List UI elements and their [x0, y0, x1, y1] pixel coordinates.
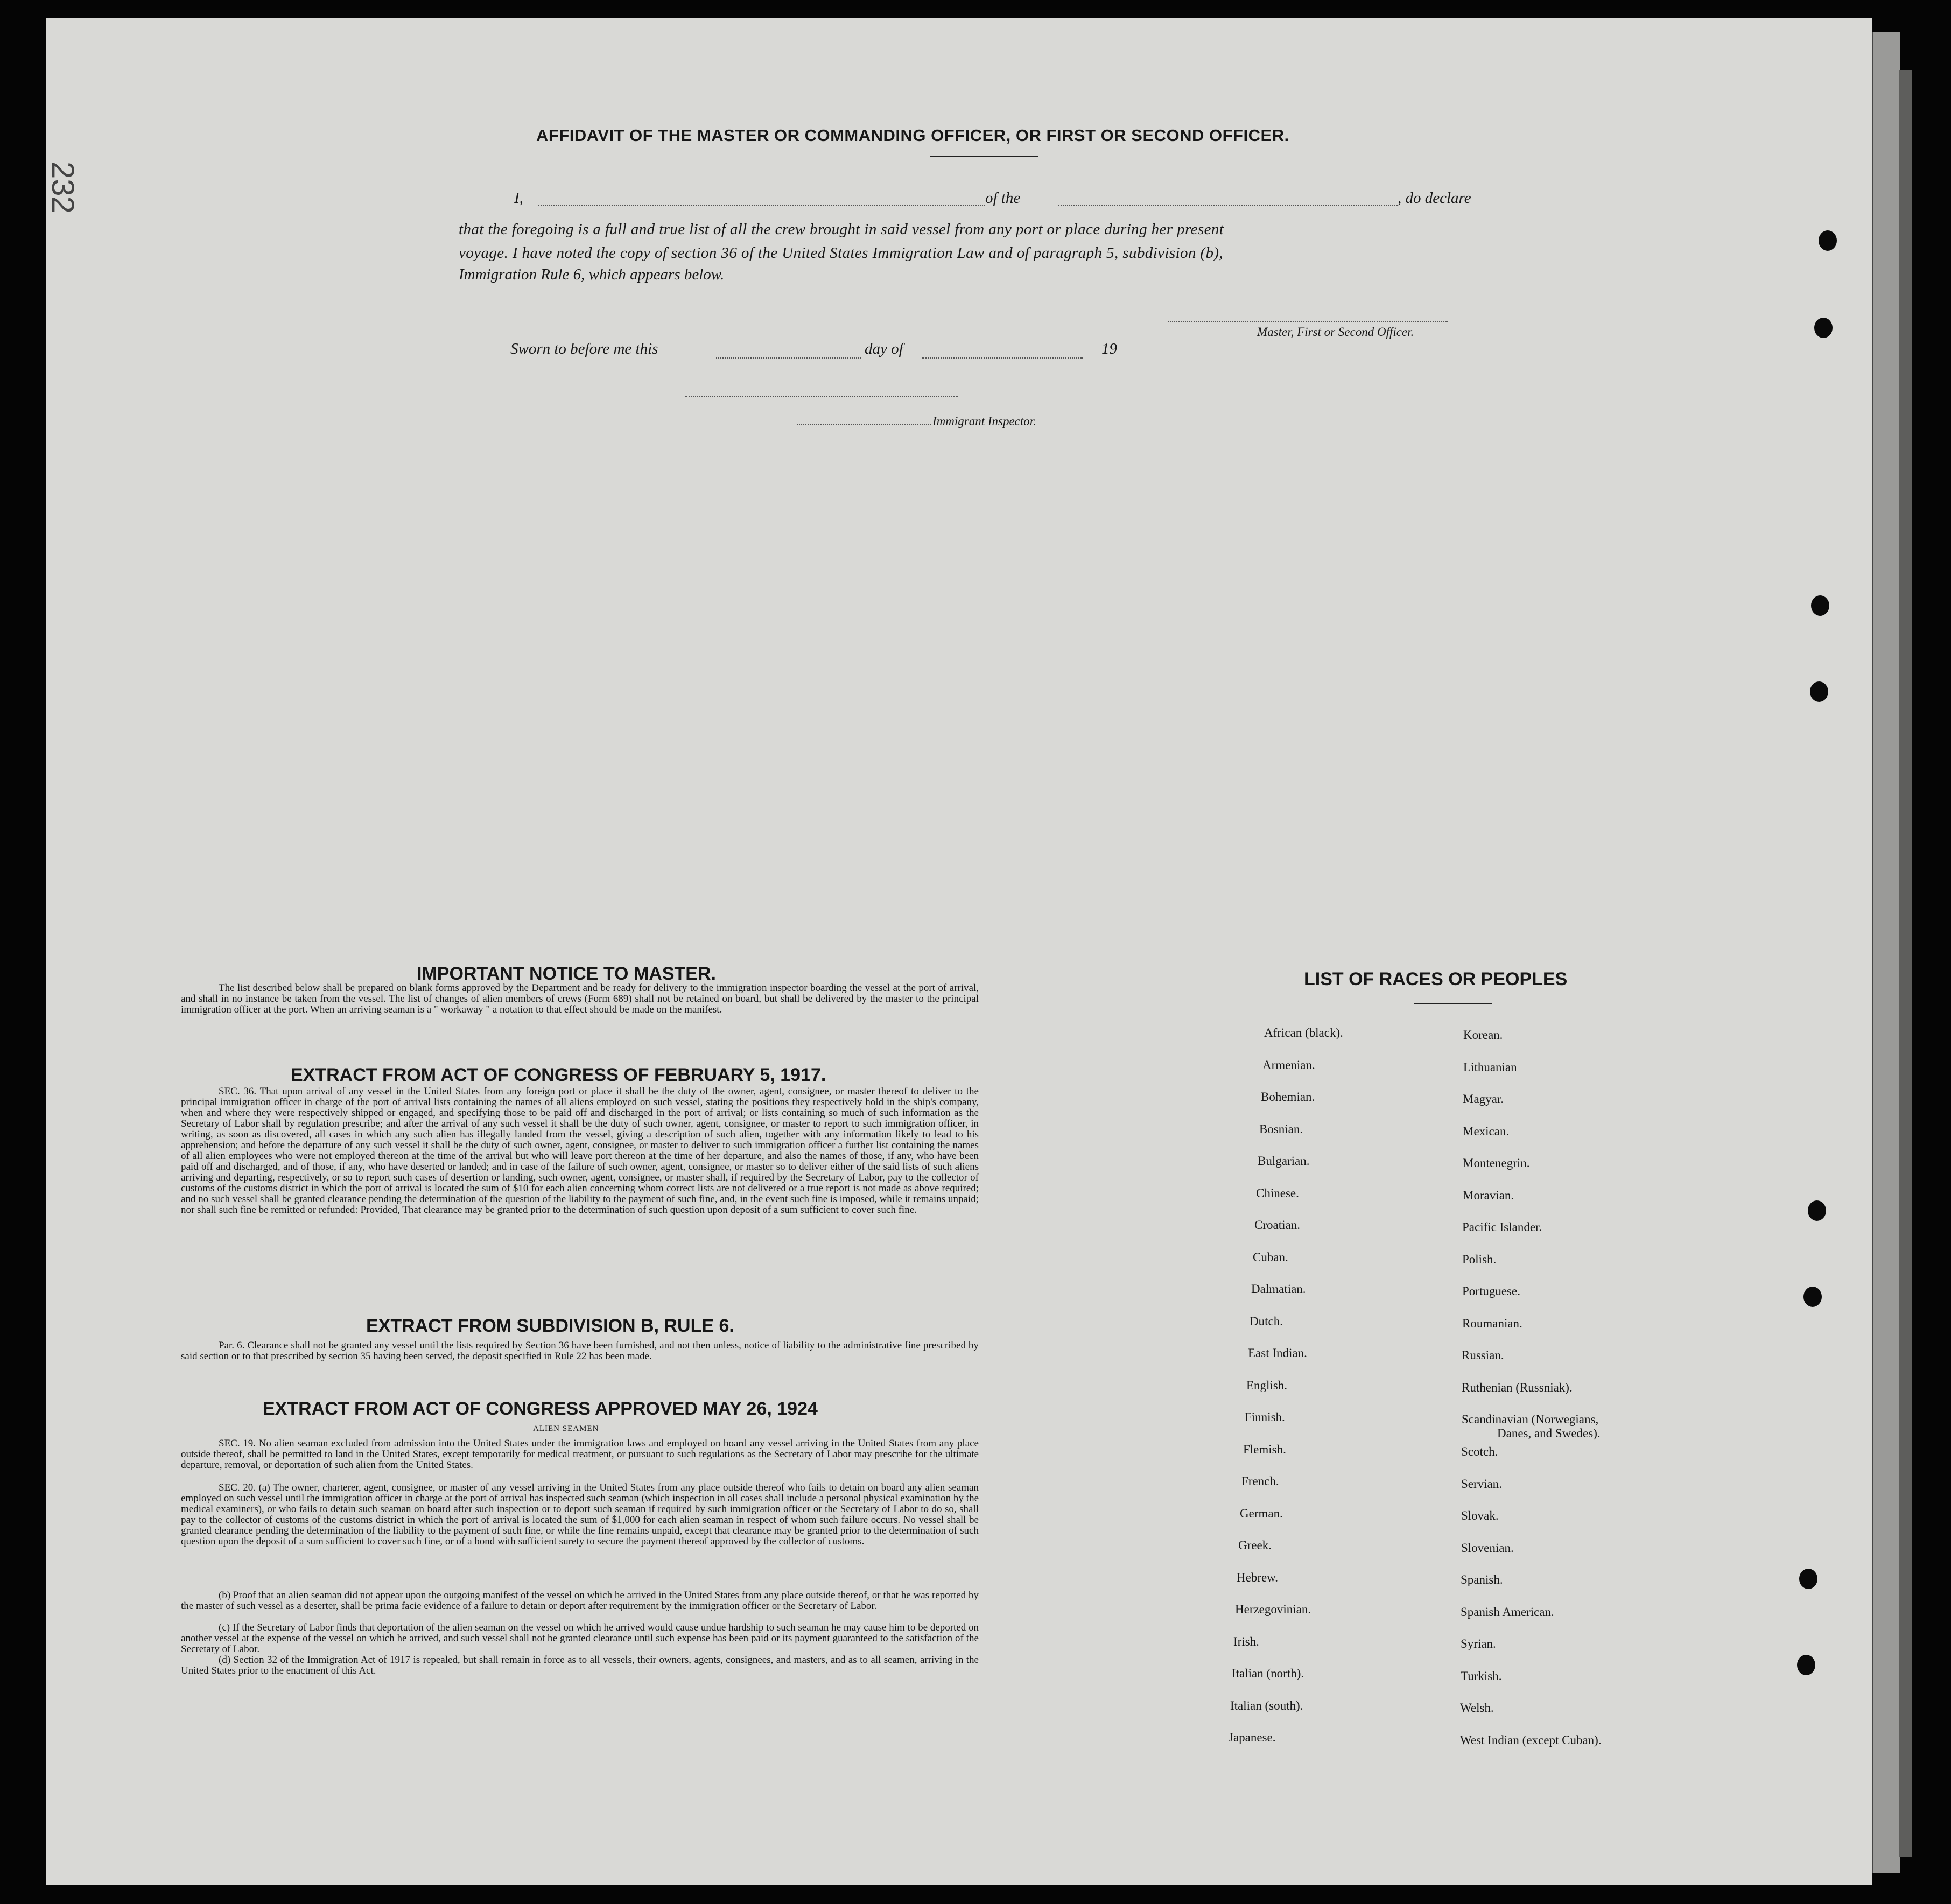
extract-1917-text: SEC. 36. That upon arrival of any vessel in the United States from any foreign port or place it shall be the duty of the owner, agent, consignee, or master thereof to deliver to the principal immigration officer in charge of the port of arrival lists containing the names of all aliens employed on such vessel, stating the positions they respectively hold in the ship's company, when and where they were respectively shipped or engaged, and specifying those to be paid off and discharged in the port of arrival; or lists containing so much of such information as the Secretary of Labor shall by regulation prescribe; and after the arrival of any such vessel it shall be the duty of such owner, agent, consignee, or master to report to such immigration officer, in writing, as soon as discovered, all cases in which any such alien has illegally landed from the vessel, giving a description of such alien, together with any information likely to lead to his apprehension; and before the departure of any such vessel it shall be the duty of such owner, agent, consignee, or master to deliver to such immigration officer a further list containing the names of all alien employees who were not employed thereon at the time of the arrival but who will leave port thereon at the time of her departure, and also the names of those, if any, who have been paid off and discharged, and of those, if any, who have deserted or landed; and in case of the failure of such owner, agent, consignee, or master so to deliver either of the said lists of such aliens arriving and departing, respectively, or so to report such cases of desertion or landing, such owner, agent, consignee, or master shall, if required by the Secretary of Labor, pay to the collector of customs of the customs district in which the port of arrival is located the sum of $10 for each alien concerning whom correct lists are not delivered or a true report is not made as above required; and no such vessel shall be granted clearance pending the determination of the question of the liability to the payment of such fine, and, in the event such fine is imposed, while it remains unpaid; nor shall such fine be remitted or refunded: Provided, That clearance may be granted prior to the determination of such question upon deposit of a sum sufficient to cover such fine.	[181, 1086, 979, 1216]
race-item: Bosnian.	[1259, 1122, 1303, 1136]
race-item: Servian.	[1461, 1477, 1503, 1491]
page-edge-shadow	[1899, 70, 1912, 1857]
affidavit-of-the: of the	[985, 189, 1021, 207]
race-item: Slovak.	[1461, 1509, 1499, 1522]
punch-hole	[1797, 1655, 1815, 1675]
extract-1924-sec20b: (b) Proof that an alien seaman did not appear upon the outgoing manifest of the vessel on which he arrived in the United States from any place outside thereof, or that he was reported by the master of such vessel as a deserter, shall be prima facie evidence of a failure to detain or deport after requirement by the immigration officer or the Secretary of Labor.	[181, 1590, 979, 1612]
punch-hole	[1810, 681, 1828, 702]
extract-1924-subtitle: ALIEN SEAMEN	[533, 1424, 599, 1433]
race-item: Irish.	[1233, 1634, 1259, 1648]
race-item: Bulgarian.	[1258, 1154, 1310, 1168]
punch-hole	[1811, 595, 1829, 616]
race-item: Portuguese.	[1462, 1284, 1520, 1298]
race-item: Scandinavian (Norwegians,	[1462, 1413, 1599, 1426]
race-item: Danes, and Swedes).	[1497, 1427, 1601, 1440]
race-item: Chinese.	[1256, 1186, 1299, 1200]
race-item: Herzegovinian.	[1235, 1603, 1311, 1616]
race-item: Flemish.	[1243, 1442, 1286, 1456]
race-item: Welsh.	[1460, 1701, 1494, 1715]
race-item: Greek.	[1238, 1538, 1272, 1552]
race-item: French.	[1241, 1474, 1279, 1488]
race-item: Croatian.	[1254, 1218, 1300, 1232]
affidavit-body-4: Immigration Rule 6, which appears below.	[459, 266, 725, 283]
race-item: Russian.	[1462, 1348, 1504, 1362]
race-item: Spanish American.	[1461, 1605, 1554, 1619]
race-item: Cuban.	[1253, 1250, 1288, 1264]
race-item: Moravian.	[1463, 1188, 1514, 1202]
race-item: East Indian.	[1248, 1346, 1307, 1360]
race-item: English.	[1246, 1378, 1288, 1392]
race-item: Lithuanian	[1463, 1060, 1517, 1074]
margin-note: 232	[45, 161, 80, 214]
affidavit-i: I,	[514, 189, 523, 207]
race-item: Syrian.	[1461, 1637, 1496, 1650]
inspector-signature-line[interactable]	[685, 396, 958, 397]
race-item: Italian (south).	[1230, 1698, 1303, 1712]
sworn-month-blank[interactable]	[922, 357, 1083, 359]
affidavit-body-3: voyage. I have noted the copy of section 36 of the United States Immigration Law and of paragraph 5, subdivision (b),	[459, 244, 1224, 262]
sworn-day-blank[interactable]	[716, 357, 861, 359]
affidavit-body-2: that the foregoing is a full and true list of all the crew brought in said vessel from any port or place during her present	[459, 221, 1224, 238]
extract-1924-sec19: SEC. 19. No alien seaman excluded from admission into the United States under the immigration laws and employed on board any vessel arriving in the United States from any place outside thereof, shall be permitted to land in the United States, except temporarily for medical treatment, or pursuant to such regulations as the Secretary of Labor may prescribe for the ultimate departure, removal, or deportation of such alien from the United States.	[181, 1438, 979, 1471]
extract-1924-sec20d: (d) Section 32 of the Immigration Act of 1917 is repealed, but shall remain in force as to all vessels, their owners, agents, consignees, and masters, and as to all seamen, arriving in the United States prior to the enactment of this Act.	[181, 1654, 979, 1676]
race-item: Japanese.	[1229, 1731, 1276, 1744]
title-underline	[930, 156, 1038, 157]
race-item: Scotch.	[1461, 1445, 1498, 1458]
races-title: LIST OF RACES OR PEOPLES	[1304, 969, 1568, 989]
race-item: Spanish.	[1461, 1573, 1503, 1586]
punch-hole	[1799, 1569, 1817, 1589]
inspector-dots	[797, 424, 931, 425]
sworn-year: 19	[1101, 340, 1117, 357]
race-item: Korean.	[1463, 1028, 1503, 1042]
punch-hole	[1814, 318, 1833, 338]
race-item: Ruthenian (Russniak).	[1462, 1380, 1573, 1394]
sworn-text: Sworn to before me this	[510, 340, 658, 357]
race-item: Italian (north).	[1232, 1667, 1304, 1680]
name-blank[interactable]	[538, 205, 985, 206]
sworn-day-of: day of	[865, 340, 903, 357]
extract-1924-title: EXTRACT FROM ACT OF CONGRESS APPROVED MAY 26, 1924	[263, 1399, 818, 1419]
race-item: Dutch.	[1250, 1314, 1283, 1328]
notice-text: The list described below shall be prepared on blank forms approved by the Department and be ready for delivery to the immigration inspector boarding the vessel at the port of arrival, and shall in no instance be taken from the vessel. The list of changes of alien members of crews (Form 689) shall not be retained on board, but shall be delivered by the master to the principal immigration officer at the port. When an arriving seaman is a " workaway " a notation to that effect should be made on the manifest.	[181, 982, 979, 1015]
punch-hole	[1819, 230, 1837, 251]
affidavit-title: AFFIDAVIT OF THE MASTER OR COMMANDING OFFICER, OR FIRST OR SECOND OFFICER.	[536, 126, 1289, 145]
race-item: African (black).	[1264, 1026, 1343, 1039]
punch-hole	[1808, 1200, 1826, 1221]
race-item: Roumanian.	[1462, 1316, 1522, 1330]
race-item: Magyar.	[1463, 1092, 1504, 1106]
master-label: Master, First or Second Officer.	[1257, 325, 1414, 339]
extract-rule6-text: Par. 6. Clearance shall not be granted any vessel until the lists required by Section 36 have been furnished, and not then unless, notice of liability to the administrative fine prescribed by said section or to that prescribed by section 35 having been served, the deposit specified in Rule 22 has been made.	[181, 1340, 979, 1362]
inspector-label: Immigrant Inspector.	[932, 414, 1036, 428]
race-item: Mexican.	[1463, 1124, 1510, 1138]
extract-1917-title: EXTRACT FROM ACT OF CONGRESS OF FEBRUARY 5, 1917.	[291, 1065, 826, 1085]
extract-1924-sec20c: (c) If the Secretary of Labor finds that deportation of the alien seaman on the vessel on which he arrived would cause undue hardship to such seaman he may cause him to be deported on another vessel at the expense of the vessel on which he arrived, and such vessel shall not be granted clearance until such expense has been paid or its payment guaranteed to the satisfaction of the Secretary of Labor.	[181, 1622, 979, 1655]
race-item: German.	[1240, 1506, 1283, 1520]
race-item: Montenegrin.	[1463, 1156, 1530, 1170]
extract-1924-sec20a: SEC. 20. (a) The owner, charterer, agent, consignee, or master of any vessel arriving in the United States from any place outside thereof who fails to detain on board any alien seaman employed on such vessel until the immigration officer in charge at the port of arrival has inspected such seaman (which inspection in all cases shall include a personal physical examination by the medical examiners), or who fails to detain such seaman on board after such inspection or to deport such seaman if required by such immigration officer or the Secretary of Labor to do so, shall pay to the collector of customs of the customs district in which the port of arrival is located the sum of $1,000 for each alien seaman in respect of whom such failure occurs. No vessel shall be granted clearance pending the determination of the liability to the payment of such fine, or while the fine remains unpaid, except that clearance may be granted prior to the determination of such question upon the deposit of a sum sufficient to cover such fine, or of a bond with sufficient surety to secure the payment thereof approved by the collector of customs.	[181, 1482, 979, 1547]
affidavit-declare: , do declare	[1398, 189, 1471, 207]
extract-rule6-title: EXTRACT FROM SUBDIVISION B, RULE 6.	[366, 1316, 734, 1336]
race-item: Slovenian.	[1461, 1541, 1514, 1555]
race-item: Dalmatian.	[1251, 1282, 1306, 1296]
race-item: Turkish.	[1461, 1669, 1502, 1683]
master-signature-line[interactable]	[1168, 321, 1448, 322]
races-underline	[1414, 1003, 1492, 1004]
page-edge	[1872, 32, 1900, 1873]
notice-title: IMPORTANT NOTICE TO MASTER.	[417, 964, 716, 984]
race-item: Pacific Islander.	[1462, 1220, 1542, 1234]
vessel-blank[interactable]	[1058, 205, 1398, 206]
race-item: Armenian.	[1262, 1058, 1315, 1072]
punch-hole	[1803, 1287, 1822, 1307]
race-item: Hebrew.	[1237, 1570, 1279, 1584]
race-item: Polish.	[1462, 1252, 1497, 1266]
race-item: West Indian (except Cuban).	[1460, 1733, 1602, 1747]
race-item: Finnish.	[1245, 1410, 1285, 1424]
race-item: Bohemian.	[1261, 1090, 1315, 1104]
